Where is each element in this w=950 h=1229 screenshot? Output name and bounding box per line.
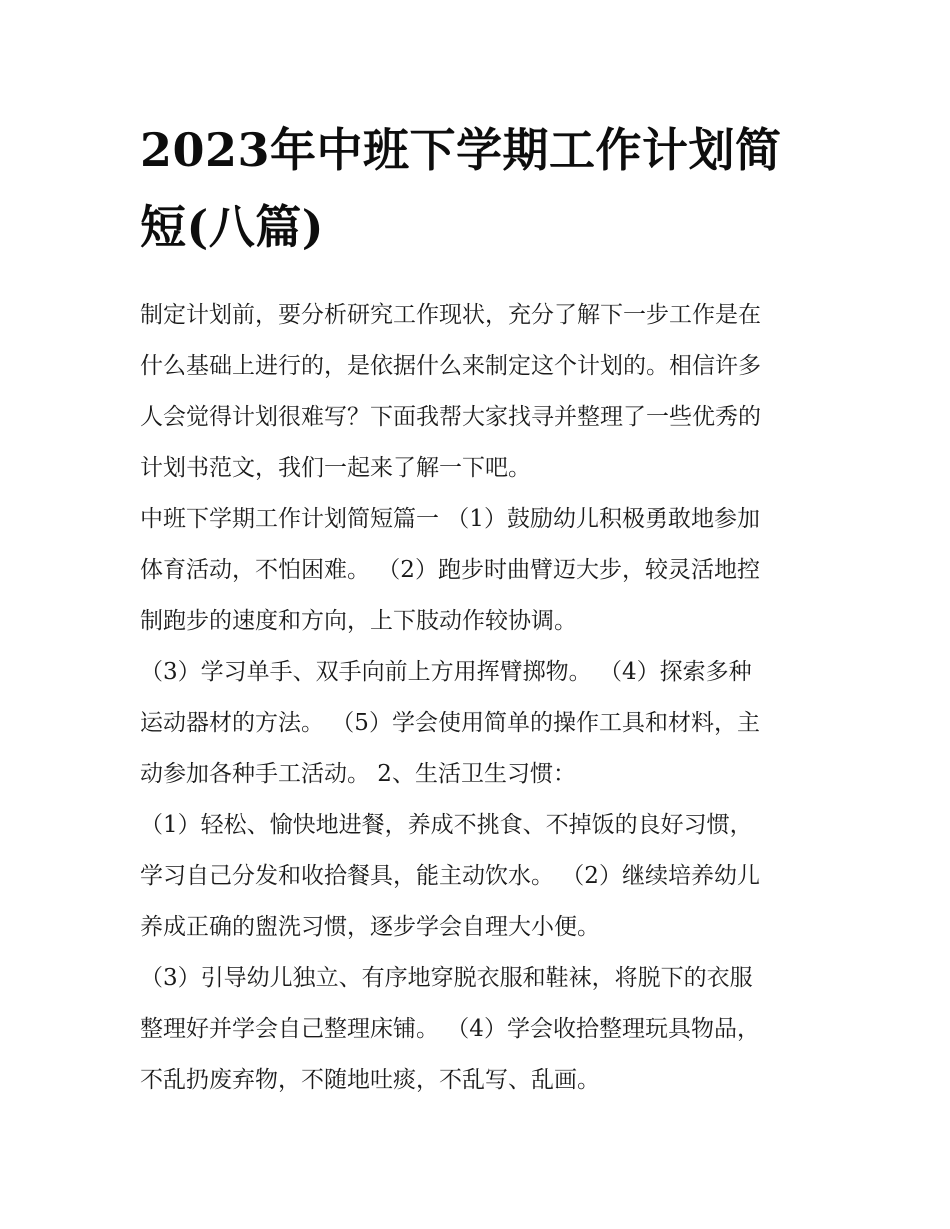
document-body [140,290,815,1106]
text-line: 不乱扔废弃物，不随地吐痰，不乱写、乱画。 [140,1067,600,1093]
intro-paragraph [140,290,815,494]
text-line: （1）轻松、愉快地进餐，养成不挑食、不掉饭的良好习惯， [140,812,753,838]
title-line: 短(八篇) [140,200,325,254]
text-line: 中班下学期工作计划简短篇一 （1）鼓励幼儿积极勇敢地参加 [140,506,760,532]
body-paragraph [140,953,815,1106]
text-line: 人会觉得计划很难写？下面我帮大家找寻并整理了一些优秀的 [140,404,761,430]
text-line: 计划书范文，我们一起来了解一下吧。 [140,455,531,481]
body-paragraph [140,647,815,800]
text-line: 动参加各种手工活动。 2、生活卫生习惯： [140,761,576,787]
text-line: 什么基础上进行的，是依据什么来制定这个计划的。相信许多 [140,353,761,379]
text-line: （3）引导幼儿独立、有序地穿脱衣服和鞋袜，将脱下的衣服 [140,965,753,991]
text-line: 养成正确的盥洗习惯，逐步学会自理大小便。 [140,914,600,940]
text-line: 制跑步的速度和方向，上下肢动作较协调。 [140,608,577,634]
document-page [140,112,815,1106]
text-line: 运动器材的方法。 （5）学会使用简单的操作工具和材料，主 [140,710,760,736]
document-title [140,112,815,266]
title-line: 2023年中班下学期工作计划简 [140,123,782,177]
body-paragraph [140,494,815,647]
text-line: （3）学习单手、双手向前上方用挥臂掷物。 （4）探索多种 [140,659,752,685]
text-line: 整理好并学会自己整理床铺。 （4）学会收拾整理玩具物品， [140,1016,760,1042]
text-line: 体育活动，不怕困难。 （2）跑步时曲臂迈大步，较灵活地控 [140,557,760,583]
text-line: 制定计划前，要分析研究工作现状，充分了解下一步工作是在 [140,302,761,328]
body-paragraph [140,800,815,953]
text-line: 学习自己分发和收拾餐具，能主动饮水。 （2）继续培养幼儿 [140,863,760,889]
